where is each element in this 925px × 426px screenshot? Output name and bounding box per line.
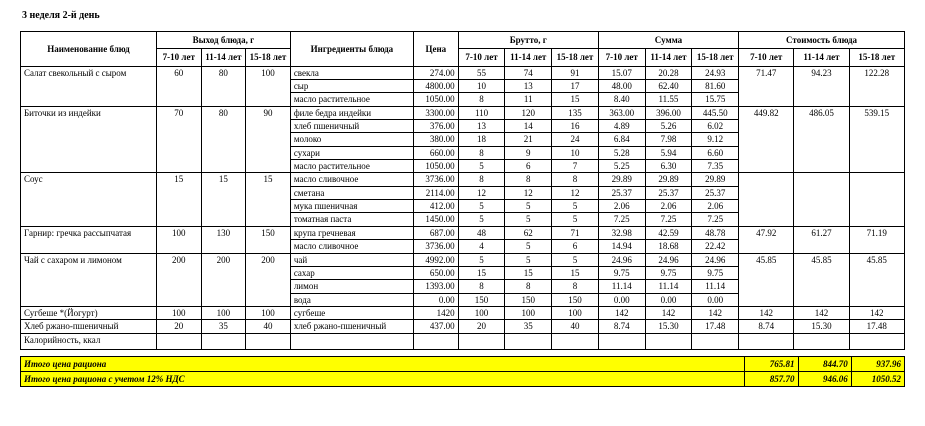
header-br-age-2: 15-18 лет [552,49,599,66]
ingredient-brutto-0: 48 [458,226,505,239]
menu-table [20,31,905,350]
header-out-age-2: 15-18 лет [246,49,291,66]
dish-output-1: 100 [201,306,246,319]
ingredient-sum-0: 25.37 [598,186,645,199]
ingredient-sum-0: 0.00 [598,293,645,306]
dish-cost-1 [794,173,849,226]
ingredient-price: 3300.00 [414,106,459,119]
ingredient-sum-1: 24.96 [645,253,692,266]
ingredient-name: масло растительное [290,93,413,106]
dish-name: Соус [21,173,157,226]
dish-output-1: 200 [201,253,246,306]
table-body [21,66,905,349]
dish-output-2: 40 [246,320,291,333]
ingredient-brutto-2: 5 [552,253,599,266]
ingredient-sum-0: 14.94 [598,240,645,253]
ingredient-sum-1: 7.25 [645,213,692,226]
table-row [21,66,905,79]
ingredient-brutto-2: 12 [552,186,599,199]
header-sum-group: Сумма [598,32,738,49]
kcal-cell [739,333,794,349]
ingredient-sum-0: 11.14 [598,280,645,293]
ingredient-sum-0: 8.40 [598,93,645,106]
ingredient-brutto-0: 5 [458,213,505,226]
dish-cost-1: 486.05 [794,106,849,173]
ingredient-sum-0: 9.75 [598,266,645,279]
ingredient-brutto-2: 71 [552,226,599,239]
dish-output-0: 15 [156,173,201,226]
ingredient-brutto-2: 15 [552,266,599,279]
dish-output-2: 100 [246,306,291,319]
ingredient-name: сугбеше [290,306,413,319]
header-brutto-group: Брутто, г [458,32,598,49]
ingredient-brutto-2: 7 [552,160,599,173]
dish-output-1: 80 [201,106,246,173]
table-row [21,306,905,319]
ingredient-sum-2: 17.48 [692,320,739,333]
header-output-group: Выход блюда, г [156,32,290,49]
dish-output-0: 100 [156,226,201,253]
ingredient-sum-1: 5.94 [645,146,692,159]
ingredient-sum-2: 0.00 [692,293,739,306]
ingredient-name: свекла [290,66,413,79]
total-row [21,356,905,371]
dish-output-0: 60 [156,66,201,106]
ingredient-sum-0: 5.25 [598,160,645,173]
ingredient-price: 3736.00 [414,240,459,253]
dish-name: Биточки из индейки [21,106,157,173]
dish-name: Сугбеше *(Йогурт) [21,306,157,319]
ingredient-brutto-0: 20 [458,320,505,333]
ingredient-sum-0: 8.74 [598,320,645,333]
ingredient-sum-1: 15.30 [645,320,692,333]
dish-cost-1: 142 [794,306,849,319]
ingredient-brutto-1: 11 [505,93,552,106]
dish-cost-0: 8.74 [739,320,794,333]
ingredient-brutto-1: 100 [505,306,552,319]
ingredient-brutto-1: 5 [505,253,552,266]
dish-output-1: 80 [201,66,246,106]
ingredient-sum-2: 9.12 [692,133,739,146]
dish-cost-2: 539.15 [849,106,904,173]
ingredient-brutto-0: 5 [458,200,505,213]
ingredient-brutto-1: 5 [505,200,552,213]
total-value-2: 1050.52 [851,371,904,386]
header-cost-age-2: 15-18 лет [849,49,904,66]
ingredient-sum-1: 5.26 [645,120,692,133]
ingredient-name: масло растительное [290,160,413,173]
ingredient-price: 380.00 [414,133,459,146]
ingredient-sum-2: 445.50 [692,106,739,119]
ingredient-sum-1: 6.30 [645,160,692,173]
ingredient-name: молоко [290,133,413,146]
ingredient-price: 660.00 [414,146,459,159]
header-sum-age-0: 7-10 лет [598,49,645,66]
total-value-1: 844.70 [798,356,851,371]
dish-output-0: 200 [156,253,201,306]
dish-cost-2: 142 [849,306,904,319]
dish-name: Хлеб ржано-пшеничный [21,320,157,333]
ingredient-name: филе бедра индейки [290,106,413,119]
dish-cost-1: 61.27 [794,226,849,253]
ingredient-sum-0: 15.07 [598,66,645,79]
header-cost-age-1: 11-14 лет [794,49,849,66]
ingredient-brutto-1: 74 [505,66,552,79]
table-header [21,32,905,67]
ingredient-brutto-0: 18 [458,133,505,146]
table-row [21,226,905,239]
ingredient-brutto-1: 12 [505,186,552,199]
ingredient-name: хлеб ржано-пшеничный [290,320,413,333]
table-row [21,320,905,333]
ingredient-brutto-0: 100 [458,306,505,319]
ingredient-brutto-1: 150 [505,293,552,306]
dish-name: Чай с сахаром и лимоном [21,253,157,306]
ingredient-sum-2: 81.60 [692,80,739,93]
ingredient-brutto-2: 135 [552,106,599,119]
header-out-age-0: 7-10 лет [156,49,201,66]
ingredient-name: сметана [290,186,413,199]
dish-cost-1: 94.23 [794,66,849,106]
ingredient-sum-2: 48.78 [692,226,739,239]
ingredient-name: мука пшеничная [290,200,413,213]
ingredient-brutto-1: 8 [505,173,552,186]
ingredient-brutto-2: 40 [552,320,599,333]
ingredient-sum-0: 24.96 [598,253,645,266]
ingredient-brutto-0: 5 [458,253,505,266]
kcal-cell [201,333,246,349]
ingredient-price: 687.00 [414,226,459,239]
kcal-cell [598,333,645,349]
ingredient-sum-0: 48.00 [598,80,645,93]
total-value-0: 765.81 [745,356,798,371]
ingredient-brutto-0: 5 [458,160,505,173]
ingredient-name: хлеб пшеничный [290,120,413,133]
total-label: Итого цена рациона с учетом 12% НДС [21,371,745,386]
ingredient-brutto-0: 8 [458,146,505,159]
ingredient-name: чай [290,253,413,266]
ingredient-sum-2: 7.35 [692,160,739,173]
totals-table [20,356,905,388]
ingredient-brutto-1: 8 [505,280,552,293]
ingredient-price: 4992.00 [414,253,459,266]
ingredient-brutto-2: 6 [552,240,599,253]
kcal-cell [552,333,599,349]
kcal-cell [156,333,201,349]
ingredient-sum-1: 29.89 [645,173,692,186]
ingredient-brutto-1: 120 [505,106,552,119]
dish-output-2: 100 [246,66,291,106]
table-row [21,253,905,266]
ingredient-price: 1050.00 [414,160,459,173]
ingredient-price: 1050.00 [414,93,459,106]
header-out-age-1: 11-14 лет [201,49,246,66]
ingredient-sum-0: 6.84 [598,133,645,146]
ingredient-price: 1393.00 [414,280,459,293]
header-name: Наименование блюд [21,32,157,67]
dish-cost-0: 142 [739,306,794,319]
ingredient-brutto-0: 15 [458,266,505,279]
total-label: Итого цена рациона [21,356,745,371]
kcal-row [21,333,905,349]
header-br-age-0: 7-10 лет [458,49,505,66]
ingredient-sum-1: 0.00 [645,293,692,306]
kcal-cell [414,333,459,349]
ingredient-name: вода [290,293,413,306]
dish-cost-0: 47.92 [739,226,794,253]
ingredient-sum-1: 9.75 [645,266,692,279]
ingredient-sum-1: 11.14 [645,280,692,293]
dish-output-2: 90 [246,106,291,173]
ingredient-brutto-0: 55 [458,66,505,79]
ingredient-brutto-0: 8 [458,280,505,293]
ingredient-brutto-0: 150 [458,293,505,306]
dish-cost-2: 17.48 [849,320,904,333]
ingredient-sum-2: 9.75 [692,266,739,279]
dish-cost-2: 122.28 [849,66,904,106]
ingredient-price: 1420 [414,306,459,319]
ingredient-brutto-1: 13 [505,80,552,93]
ingredient-sum-1: 396.00 [645,106,692,119]
dish-output-2: 200 [246,253,291,306]
ingredient-brutto-0: 8 [458,173,505,186]
kcal-cell [849,333,904,349]
ingredient-brutto-1: 21 [505,133,552,146]
ingredient-name: сыр [290,80,413,93]
kcal-cell [246,333,291,349]
dish-cost-0 [739,173,794,226]
ingredient-sum-0: 5.28 [598,146,645,159]
total-row [21,371,905,386]
header-cost-group: Стоимость блюда [739,32,905,49]
dish-output-1: 15 [201,173,246,226]
ingredient-price: 650.00 [414,266,459,279]
ingredient-brutto-0: 8 [458,93,505,106]
ingredient-brutto-2: 8 [552,280,599,293]
page-title: 3 неделя 2-й день [22,10,100,21]
ingredient-brutto-1: 15 [505,266,552,279]
ingredient-brutto-2: 5 [552,213,599,226]
ingredient-brutto-2: 150 [552,293,599,306]
ingredient-sum-0: 4.89 [598,120,645,133]
totals-body [21,356,905,387]
ingredient-sum-1: 20.28 [645,66,692,79]
ingredient-sum-1: 25.37 [645,186,692,199]
ingredient-name: масло сливочное [290,173,413,186]
dish-cost-0: 449.82 [739,106,794,173]
dish-output-2: 15 [246,173,291,226]
ingredient-price: 376.00 [414,120,459,133]
ingredient-sum-2: 7.25 [692,213,739,226]
ingredient-sum-1: 11.55 [645,93,692,106]
dish-cost-0: 71.47 [739,66,794,106]
kcal-cell [794,333,849,349]
dish-cost-2 [849,173,904,226]
ingredient-brutto-2: 5 [552,200,599,213]
ingredient-sum-1: 7.98 [645,133,692,146]
ingredient-brutto-1: 5 [505,240,552,253]
ingredient-price: 1450.00 [414,213,459,226]
ingredient-brutto-2: 91 [552,66,599,79]
ingredient-price: 0.00 [414,293,459,306]
ingredient-brutto-1: 6 [505,160,552,173]
ingredient-brutto-0: 110 [458,106,505,119]
ingredient-sum-1: 142 [645,306,692,319]
ingredient-brutto-1: 14 [505,120,552,133]
ingredient-brutto-2: 10 [552,146,599,159]
ingredient-sum-2: 24.96 [692,253,739,266]
table-row [21,106,905,119]
ingredient-brutto-2: 100 [552,306,599,319]
dish-cost-1: 45.85 [794,253,849,306]
ingredient-sum-1: 18.68 [645,240,692,253]
ingredient-sum-0: 7.25 [598,213,645,226]
dish-output-0: 100 [156,306,201,319]
kcal-cell [290,333,413,349]
dish-output-1: 130 [201,226,246,253]
ingredient-sum-0: 2.06 [598,200,645,213]
ingredient-sum-0: 32.98 [598,226,645,239]
ingredient-sum-2: 15.75 [692,93,739,106]
dish-name: Салат свекольный с сыром [21,66,157,106]
dish-output-1: 35 [201,320,246,333]
ingredient-price: 4800.00 [414,80,459,93]
dish-output-2: 150 [246,226,291,253]
ingredient-price: 274.00 [414,66,459,79]
ingredient-brutto-2: 17 [552,80,599,93]
total-value-0: 857.70 [745,371,798,386]
ingredient-sum-2: 11.14 [692,280,739,293]
header-ingredients: Ингредиенты блюда [290,32,413,67]
header-sum-age-1: 11-14 лет [645,49,692,66]
ingredient-brutto-1: 62 [505,226,552,239]
ingredient-sum-0: 29.89 [598,173,645,186]
table-row [21,173,905,186]
ingredient-brutto-0: 13 [458,120,505,133]
dish-cost-2: 71.19 [849,226,904,253]
ingredient-sum-0: 142 [598,306,645,319]
dish-cost-0: 45.85 [739,253,794,306]
ingredient-price: 2114.00 [414,186,459,199]
ingredient-sum-2: 22.42 [692,240,739,253]
ingredient-name: крупа гречневая [290,226,413,239]
ingredient-sum-2: 24.93 [692,66,739,79]
ingredient-sum-2: 29.89 [692,173,739,186]
ingredient-name: масло сливочное [290,240,413,253]
dish-output-0: 20 [156,320,201,333]
ingredient-sum-1: 62.40 [645,80,692,93]
ingredient-sum-2: 25.37 [692,186,739,199]
ingredient-price: 412.00 [414,200,459,213]
ingredient-brutto-0: 12 [458,186,505,199]
ingredient-sum-1: 42.59 [645,226,692,239]
ingredient-brutto-2: 8 [552,173,599,186]
ingredient-brutto-0: 10 [458,80,505,93]
ingredient-name: томатная паста [290,213,413,226]
kcal-label: Калорийность, ккал [21,333,157,349]
kcal-cell [505,333,552,349]
header-br-age-1: 11-14 лет [505,49,552,66]
ingredient-brutto-2: 16 [552,120,599,133]
ingredient-name: сухари [290,146,413,159]
kcal-cell [645,333,692,349]
ingredient-sum-2: 142 [692,306,739,319]
dish-name: Гарнир: гречка рассыпчатая [21,226,157,253]
ingredient-sum-2: 6.02 [692,120,739,133]
ingredient-price: 437.00 [414,320,459,333]
total-value-1: 946.06 [798,371,851,386]
ingredient-brutto-1: 5 [505,213,552,226]
ingredient-price: 3736.00 [414,173,459,186]
ingredient-brutto-1: 35 [505,320,552,333]
dish-cost-1: 15.30 [794,320,849,333]
ingredient-brutto-1: 9 [505,146,552,159]
ingredient-sum-2: 2.06 [692,200,739,213]
ingredient-brutto-2: 15 [552,93,599,106]
ingredient-sum-1: 2.06 [645,200,692,213]
ingredient-name: лимон [290,280,413,293]
ingredient-sum-2: 6.60 [692,146,739,159]
ingredient-sum-0: 363.00 [598,106,645,119]
header-price: Цена [414,32,459,67]
header-sum-age-2: 15-18 лет [692,49,739,66]
ingredient-brutto-0: 4 [458,240,505,253]
ingredient-name: сахар [290,266,413,279]
kcal-cell [458,333,505,349]
dish-cost-2: 45.85 [849,253,904,306]
dish-output-0: 70 [156,106,201,173]
header-cost-age-0: 7-10 лет [739,49,794,66]
total-value-2: 937.96 [851,356,904,371]
ingredient-brutto-2: 24 [552,133,599,146]
kcal-cell [692,333,739,349]
